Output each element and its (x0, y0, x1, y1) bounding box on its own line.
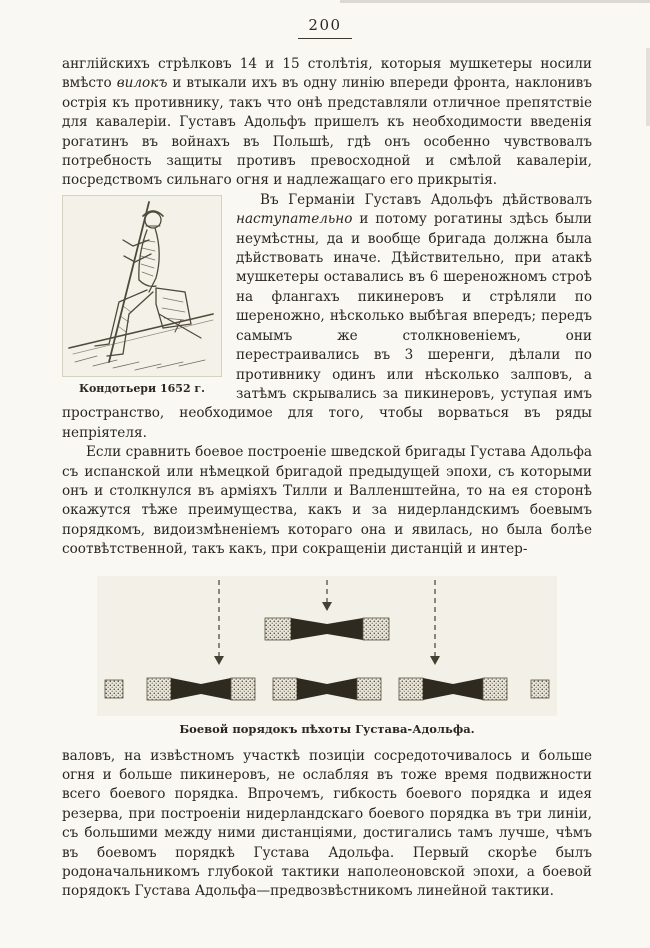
paragraph-3: Если сравнить боевое построеніе шведской бригады Густава Адольфа съ испанской или нѣмецкой бригадой предыдущей эпохи, съ которыми онъ и столкнулся въ арміяхъ Тилли и Валленштейна, то на ея сторонѣ окажутся тѣже преимущества, какъ и за нидерландскимъ боевымъ порядкомъ, видоизмѣненіемъ котораго она и явилась, но была болѣе соотвѣтственной, такъ какъ, при сокращеніи дистанцій и интер- (62, 444, 592, 558)
paragraph-4: валовъ, на извѣстномъ участкѣ позиціи сосредоточивалось и больше огня и больше пикинеровъ, не ослабляя въ тоже время подвижности всего боевого порядка. Впрочемъ, гибкость боевого порядка и идея резерва, при построеніи нидерландскаго боевого порядка въ три линіи, съ большими между ними дистанціями, достигались тамъ лучше, чѣмъ въ боевомъ порядкѣ Густава Адольфа. Первый скорѣе былъ родоначальникомъ глубокой тактики наполеоновской эпохи, а боевой порядокъ Густава Адольфа—предвозвѣстникомъ линейной тактики. (62, 747, 592, 900)
figure-caption: Кондотьери 1652 г. (78, 381, 206, 395)
italic-term: наступательно (236, 211, 353, 228)
formation-diagram-figure (97, 576, 557, 737)
text-run: Въ Германіи Густавъ Адольфъ дѣйствовалъ (260, 191, 592, 208)
scan-artifact-right (646, 48, 650, 126)
scan-artifact-top (340, 0, 650, 3)
text-run: и потому рогатины здѣсь были неумѣстны, да и вообще бригада должна была дѣйствовать иначе. Дѣйствительно, при атакѣ мушкетеры оставались въ 6 шереножномъ строѣ на флангахъ пикинеровъ и стрѣляли по шереножно, нѣсколько выбѣгая впередъ; передъ самымъ же столкновеніемъ, они перестраивались въ 3 шеренги, дѣлали по противнику одинъ или нѣсколько залповъ, а затѣмъ скрывались за пикинеровъ, уступая имъ пространство, необходимое для того, чтобы ворваться въ ряды непріятеля. (62, 211, 592, 441)
text-run: англійскихъ стрѣлковъ 14 и 15 столѣтія, которыя мушкетеры носили вмѣсто (62, 56, 592, 92)
condottiere-figure (62, 195, 222, 396)
condottiere-etching-drawing (63, 196, 221, 376)
paragraph-1 (62, 55, 592, 191)
formation-diagram (97, 576, 557, 716)
italic-term: вилокъ (116, 75, 168, 92)
page-number: 200 (308, 16, 342, 34)
text-run: и втыкали ихъ въ одну линію впереди фронта, наклонивъ острія къ противнику, такъ что онѣ представляли отличное препятствіе для кавалеріи. Густавъ Адольфъ пришелъ къ необходимости введенія рогатинъ въ войнахъ въ Польшѣ, гдѣ онъ особенно чувствовалъ потребность защиты противъ превосходной и смѣлой кавалеріи, посредствомъ сильнаго огня и надлежащаго его прикрытія. (62, 75, 592, 189)
condottiere-engraving (62, 195, 222, 377)
page-body (0, 39, 650, 902)
diagram-caption: Боевой порядокъ пѣхоты Густава-Адольфа. (179, 721, 475, 736)
page-header (0, 0, 650, 39)
